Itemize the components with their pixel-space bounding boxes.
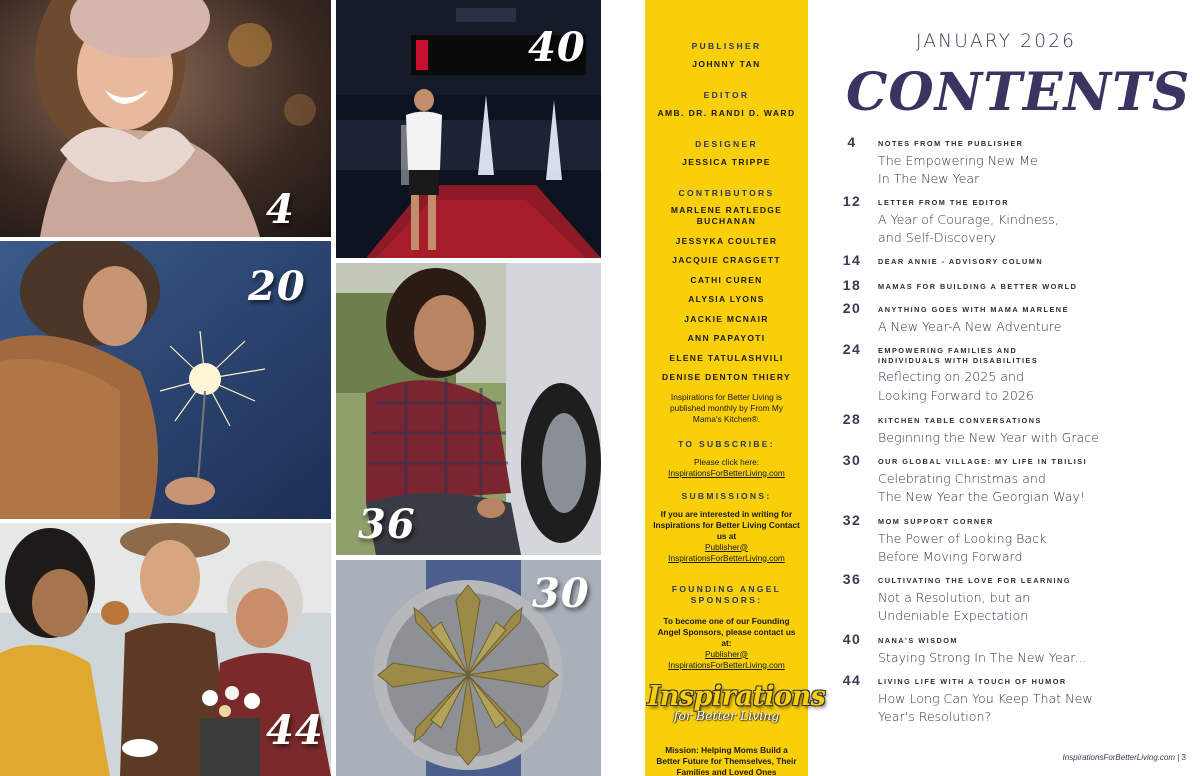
toc-page-number: 14: [842, 252, 862, 268]
logo-tagline: for Better Living: [673, 707, 780, 723]
photo-woman-smiling: [0, 0, 331, 237]
contributor-name: DENISE DENTON THIERY: [662, 372, 791, 382]
sponsors-email-link[interactable]: Publisher@ InspirationsForBetterLiving.com: [668, 648, 785, 670]
toc-heading: NANA'S WISDOM: [878, 636, 959, 645]
toc-subtitle: Beginning the New Year with Grace: [878, 429, 1099, 445]
publisher-label: PUBLISHER: [691, 41, 762, 51]
toc-subtitle: A Year of Courage, Kindness, and Self-Discovery: [878, 211, 1059, 245]
publication-note: Inspirations for Better Living is published monthly by From My Mama's Kitchen®.: [670, 391, 783, 424]
contributors-list: [645, 205, 808, 383]
toc-subtitle: How Long Can You Keep That New Year's Resolution?: [878, 690, 1093, 724]
toc-page-number: 4: [847, 134, 857, 150]
logo-wordmark: Inspirations: [647, 680, 826, 712]
photo-woman-changing-tire: [336, 263, 601, 555]
photo-three-women-laughing: [0, 523, 331, 776]
toc-subtitle: The Empowering New Me In The New Year: [878, 152, 1038, 186]
toc-heading: KITCHEN TABLE CONVERSATIONS: [878, 416, 1042, 425]
toc-entry[interactable]: [837, 672, 1137, 727]
toc-heading: NOTES FROM THE PUBLISHER: [878, 139, 1024, 148]
toc-entry[interactable]: [837, 252, 1137, 268]
toc-page-number: 18: [842, 277, 862, 293]
sponsors-label: FOUNDING ANGEL SPONSORS:: [671, 583, 782, 605]
page-footer: InspirationsForBetterLiving.com | 3: [1062, 753, 1186, 762]
contributor-name: JACKIE MCNAIR: [684, 313, 769, 324]
toc-heading: LIVING LIFE WITH A TOUCH OF HUMOR: [878, 677, 1067, 686]
toc-entry[interactable]: [837, 134, 1137, 189]
designer-label: DESIGNER: [695, 139, 758, 149]
masthead-panel: [645, 0, 826, 776]
toc-heading: ANYTHING GOES WITH MAMA MARLENE: [878, 305, 1069, 314]
footer-page-number: 3: [1181, 753, 1186, 762]
contributor-name: ANN PAPAYOTI: [687, 333, 766, 343]
toc-heading: EMPOWERING FAMILIES AND INDIVIDUALS WITH DISABILITIES: [878, 346, 1039, 365]
subscribe-text: Please click here:: [693, 456, 760, 467]
toc-page-number: 24: [842, 341, 862, 357]
mission-statement: Mission: Helping Moms Build a Better Future for Themselves, Their Families and Loved Ones: [656, 744, 797, 776]
page-number-badge: 30: [532, 570, 590, 617]
editor-name: AMB. DR. RANDI D. WARD: [657, 108, 796, 118]
toc-page-number: 30: [842, 452, 862, 468]
contributor-name: ALYSIA LYONS: [688, 294, 765, 304]
page-number-badge: 44: [266, 707, 324, 754]
toc-entry[interactable]: [837, 277, 1137, 293]
toc-subtitle: A New Year-A New Adventure: [878, 318, 1062, 334]
subscribe-link[interactable]: InspirationsForBetterLiving.com: [668, 467, 785, 478]
toc-page-number: 36: [842, 571, 862, 587]
contributors-label: CONTRIBUTORS: [678, 188, 775, 198]
submissions-text: If you are interested in writing for Inspirations for Better Living Contact us at: [653, 508, 800, 541]
toc-heading: MOM SUPPORT CORNER: [878, 517, 994, 526]
footer-site: InspirationsForBetterLiving.com: [1062, 753, 1176, 762]
toc-heading: LETTER FROM THE EDITOR: [878, 198, 1009, 207]
issue-date: JANUARY 2026: [916, 31, 1077, 52]
toc-subtitle: Staying Strong In The New Year...: [878, 649, 1087, 665]
designer-name: JESSICA TRIPPE: [682, 157, 771, 167]
contributor-name: JESSYKA COULTER: [675, 235, 778, 246]
submissions-email-link[interactable]: Publisher@ InspirationsForBetterLiving.com: [668, 541, 785, 563]
publisher-name: JOHNNY TAN: [692, 59, 761, 69]
page-number-badge: 20: [248, 263, 306, 310]
toc-entry[interactable]: [837, 571, 1137, 626]
toc-entry[interactable]: [837, 300, 1137, 336]
page-number-badge: 4: [266, 186, 295, 233]
toc-entry[interactable]: [837, 452, 1137, 507]
subscribe-label: TO SUBSCRIBE:: [678, 438, 775, 449]
toc-heading: OUR GLOBAL VILLAGE: MY LIFE IN TBILISI: [878, 457, 1088, 466]
photo-star-pastry: [336, 560, 601, 776]
toc-entry[interactable]: [837, 512, 1137, 567]
photo-ironman-finish: [336, 0, 601, 258]
toc-heading: DEAR ANNIE - ADVISORY COLUMN: [878, 257, 1044, 266]
toc-subtitle: Not a Resolution, but an Undeniable Expectation: [878, 589, 1031, 623]
toc-page-number: 40: [842, 631, 862, 647]
toc-subtitle: Reflecting on 2025 and Looking Forward to 2026: [878, 369, 1034, 403]
contributor-name: CATHI CUREN: [690, 274, 763, 285]
toc-page-number: 12: [842, 193, 862, 209]
contributor-name: JACQUIE CRAGGETT: [672, 255, 781, 265]
toc-subtitle: Celebrating Christmas and The New Year the Georgian Way!: [878, 470, 1086, 504]
toc-page-number: 44: [842, 672, 862, 688]
toc-page-number: 32: [842, 512, 862, 528]
toc-heading: MAMAS FOR BUILDING A BETTER WORLD: [878, 282, 1078, 291]
contributor-name: MARLENE RATLEDGE BUCHANAN: [670, 205, 783, 226]
page-number-badge: 36: [358, 501, 416, 548]
toc-entry[interactable]: [837, 411, 1137, 447]
page-number-badge: 40: [528, 24, 586, 71]
magazine-logo: [647, 680, 826, 741]
toc-entry[interactable]: [837, 193, 1137, 248]
contributor-name: ELENE TATULASHVILI: [669, 352, 784, 363]
sponsors-text: To become one of our Founding Angel Sponsors, please contact us at:: [657, 615, 796, 648]
toc-page-number: 28: [842, 411, 862, 427]
photo-sparkler-woman: [0, 241, 331, 519]
toc-entry[interactable]: [837, 341, 1137, 405]
page-title: CONTENTS: [846, 62, 1191, 123]
toc-entry[interactable]: [837, 631, 1137, 667]
submissions-label: SUBMISSIONS:: [681, 490, 772, 501]
editor-label: EDITOR: [703, 90, 750, 100]
toc-heading: CULTIVATING THE LOVE FOR LEARNING: [878, 576, 1071, 585]
toc-page-number: 20: [842, 300, 862, 316]
toc-subtitle: The Power of Looking Back Before Moving Forward: [878, 530, 1047, 564]
